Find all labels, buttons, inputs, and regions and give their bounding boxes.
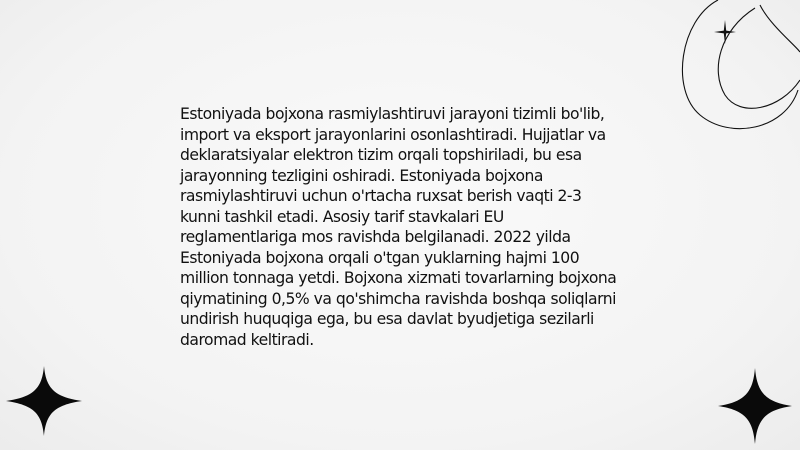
- body-paragraph: Estoniyada bojxona rasmiylashtiruvi jarayoni tizimli bo'lib, import va eksport jarayonlarini osonlashtiradi. Hujjatlar va deklaratsiyalar elektron tizim orqali topshiriladi, bu esa jarayonning tezligini oshiradi. Estoniyada bojxona rasmiylashtiruvi uchun o'rtacha ruxsat berish vaqti 2-3 kunni tashkil etadi. Asosiy tarif stavkalari EU reglamentlariga mos ravishda belgilanadi. 2022 yilda Estoniyada bojxona orqali o'tgan yuklarning hajmi 100 million tonnaga yetdi. Bojxona xizmati tovarlarning bojxona qiymatining 0,5% va qo'shimcha ravishda boshqa soliqlarni undirish huquqiga ega, bu esa davlat byudjetiga sezilarli daromad keltiradi.: [180, 105, 617, 349]
- four-point-star-icon: [718, 368, 792, 444]
- four-point-star-icon: [6, 366, 82, 436]
- small-sparkle-icon: [714, 20, 736, 44]
